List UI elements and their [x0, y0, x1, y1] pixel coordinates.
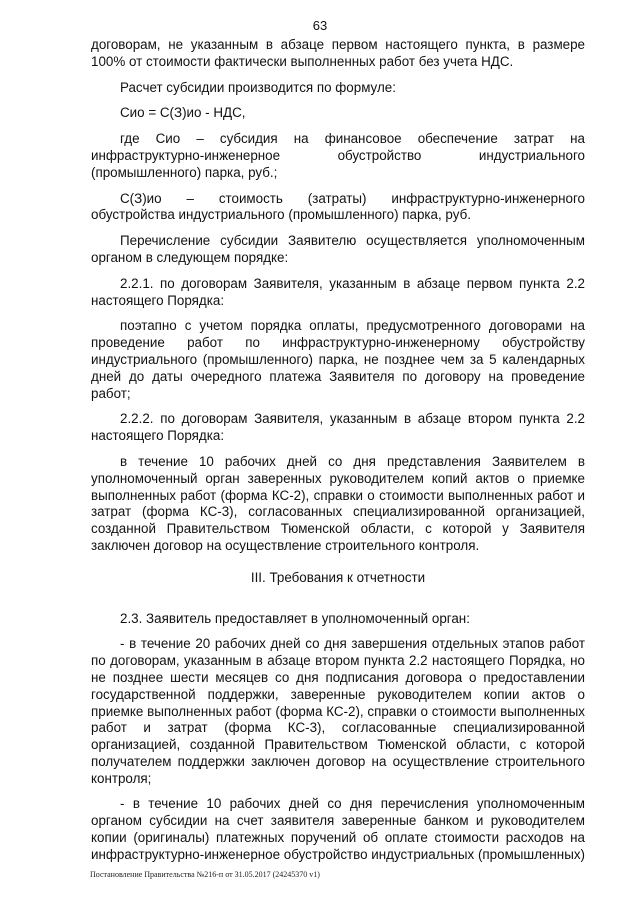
paragraph: 2.3. Заявитель предоставляет в уполномоченный орган:: [120, 610, 470, 626]
document-body: [91, 37, 585, 873]
paragraph: - в течение 20 рабочих дней со дня завершения отдельных этапов работ по договорам, указанным в абзаце втором пункта 2.2 настоящего Порядка, но не позднее шести месяцев со дня подписания договора о предоставлении государственной поддержки, заверенные руководителем копии актов о приемке выполненных работ (форма КС-2), справки о стоимости выполненных работ и затрат (форма КС-3), согласованные специализированной организацией, созданной Правительством Тюменской области, с которой получателем поддержки заключен договор на осуществление строительного контроля;: [91, 636, 585, 786]
paragraph: 2.2.2. по договорам Заявителя, указанным в абзаце втором пункта 2.2 настоящего Порядка:: [91, 411, 585, 444]
paragraph: Расчет субсидии производится по формуле:: [120, 79, 396, 95]
paragraph: договорам, не указанным в абзаце первом настоящего пункта, в размере 100% от стоимости фактически выполненных работ без учета НДС.: [91, 37, 585, 69]
paragraph: 2.2.1. по договорам Заявителя, указанным в абзаце первом пункта 2.2 настоящего Порядка:: [91, 275, 585, 308]
paragraph: С(З)ио – стоимость (затраты) инфраструктурно-инженерного обустройства индустриального (промышленного) парка, руб.: [91, 190, 585, 223]
document-footer: Постановление Правительства №216-п от 31.05.2017 (24245370 v1): [90, 870, 320, 879]
section-title: III. Требования к отчетности: [250, 569, 426, 585]
paragraph: - в течение 10 рабочих дней со дня перечисления уполномоченным органом субсидии на счет заявителя заверенные банком и руководителем копии (оригиналы) платежных поручений об оплате стоимости расходов на инфраструктурно-инженерное обустройство индустриальных (промышленных): [91, 796, 585, 862]
paragraph: поэтапно с учетом порядка оплаты, предусмотренного договорами на проведение работ по инфраструктурно-инженерному обустройству индустриального (промышленного) парка, не позднее чем за 5 календарных дней до даты очередного платежа Заявителя по договору на проведение работ;: [91, 318, 585, 401]
page-number: 63: [312, 18, 328, 33]
paragraph: где Сио – субсидия на финансовое обеспечение затрат на инфраструктурно-инженерное обустройство индустриального (промышленного) парка, руб.;: [91, 131, 585, 180]
formula: Сио = С(З)ио - НДС,: [120, 105, 246, 121]
paragraph: Перечисление субсидии Заявителю осуществляется уполномоченным органом в следующем порядке:: [91, 233, 585, 265]
paragraph: в течение 10 рабочих дней со дня представления Заявителем в уполномоченный орган заверенных руководителем копий актов о приемке выполненных работ (форма КС-2), справки о стоимости выполненных работ и затрат (форма КС-3), согласованных специализированной организацией, созданной Правительством Тюменской области, с которой у Заявителя заключен договор на осуществление строительного контроля.: [91, 453, 585, 553]
